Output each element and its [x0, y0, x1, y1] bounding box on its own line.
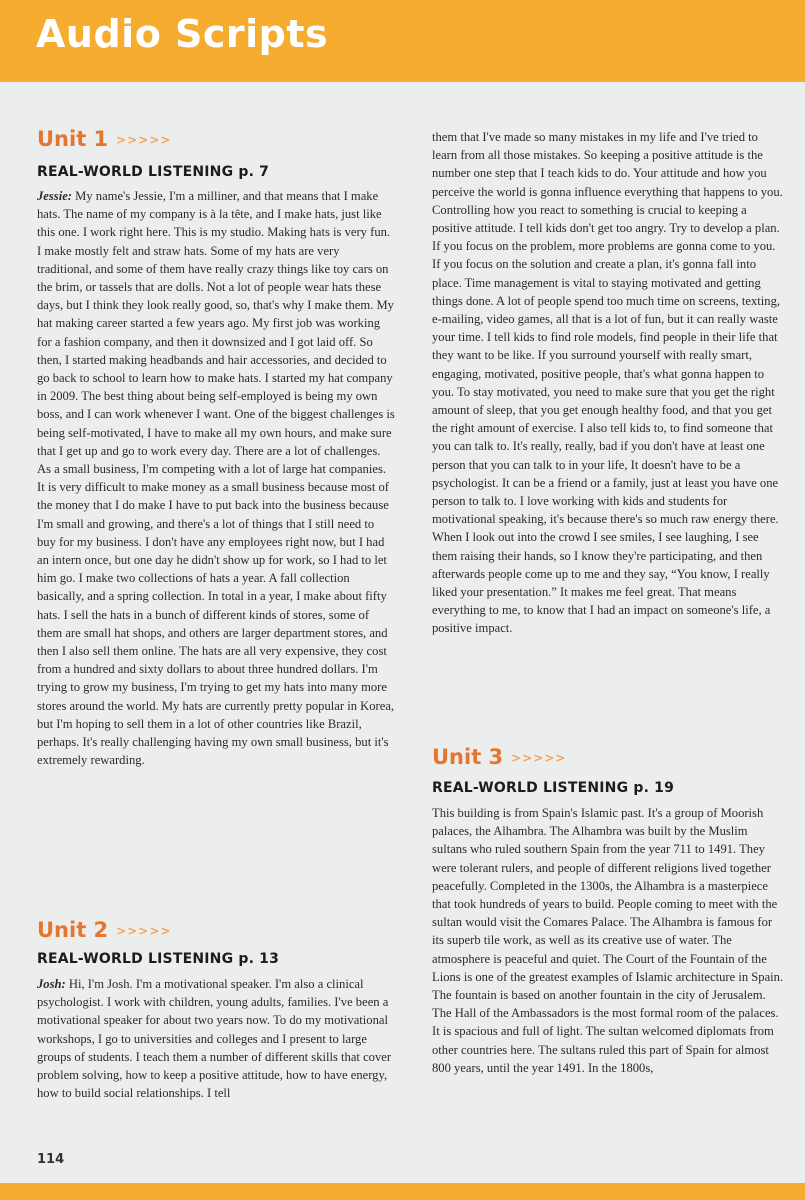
unit-2-script-continued: them that I've made so many mistakes in my life and I've tried to learn from all those mistakes. So keeping a positive attitude is the number one step that I teach kids to do. Your attitude and how you perceive the world is gonna influence everything that happens to you. Controlling how you react to something is crucial to keeping a positive attitude. I tell kids don't get too angry. Try to develop a plan. If you focus on the problem, more problems are gonna come to you. If you focus on the solution and create a plan, it's gonna fall into place. Time management is vital to staying motivated and getting things done. A lot of people spend too much time on screens, texting, e-mailing, video games, all that is a lot of fun, but it can really waste your time. I tell kids to find role models, find people in their life that they want to be like. If you surround yourself with really smart, engaging, motivated, positive people, that's what gonna happen to you. To stay motivated, you need to make sure that you get the right amount of sleep, that you get enough healthy food, and that you get the right amount of exercise. I also tell kids to, to find someone that you can talk to. It's really, really, bad if you don't have at least one person that you can talk to in your life, It doesn't have to be a psychologist. It can be a friend or a family, just at least you have one person to talk to. I love working with kids and students for motivational speaking, it's because there's so much raw energy there. When I look out into the crowd I see smiles, I see laughing, I see them raising their hands, so I know they're participating, and then afterwards people come up to me and they say, “You know, I really liked your presentation.” It makes me feel great. That means everything to me, to know that I had an impact on someone's life, a positive impact.	[432, 130, 783, 636]
unit-3-title: Unit 3	[432, 745, 504, 769]
unit-2-title: Unit 2	[37, 918, 109, 942]
unit-1-listening-title: REAL-WORLD LISTENING p. 7	[37, 164, 270, 180]
unit-2-script-text: Hi, I'm Josh. I'm a motivational speaker. I'm also a clinical psychologist. I work with children, young adults, families. I've been a motivational speaker for about two years now. To do my motivational workshops, I go to universities and colleges and I present to large groups of students. I teach them a number of different skills that cover problem solving, how to keep a positive attitude, how to have energy, how to build social relationships. I tell	[37, 977, 392, 1101]
unit-2-arrows: >>>>>	[116, 924, 172, 938]
unit-1-heading	[37, 127, 171, 151]
footer-band	[0, 1183, 805, 1200]
page-title: Audio Scripts	[36, 12, 329, 56]
unit-3-arrows: >>>>>	[511, 751, 567, 765]
speaker-josh: Josh:	[37, 977, 66, 991]
unit-1-title: Unit 1	[37, 127, 109, 151]
speaker-jessie: Jessie:	[37, 189, 72, 203]
page-number: 114	[37, 1152, 65, 1167]
unit-2-script	[37, 975, 395, 1102]
header-band	[0, 0, 805, 82]
unit-2-listening-title: REAL-WORLD LISTENING p. 13	[37, 951, 280, 967]
unit-1-script-text: My name's Jessie, I'm a milliner, and that means that I make hats. The name of my company is à la tête, and I make hats, just like this one. I work right here. This is my studio. Making hats is very fun. I make mostly felt and straw hats. Some of my hats are very traditional, and some of them have really crazy things like toy cars on the brim, or tassels that are dolls. Not a lot of people wear hats these days, but I think they look really good, so, that's why I make them. My hat making career started a few years ago. My first job was working for a fashion company, and then it downsized and I got laid off. So then, I started making headbands and hair accessories, and decided to go back to school to learn how to make hats. I started my hat company in 2009. The best thing about being self-employed is being my own boss, and I can work whenever I want. One of the biggest challenges is being self-motivated, I have to make all my own hours, and make sure that I get up and go to work every day. There are a lot of challenges. As a small business, I'm competing with a lot of large hat companies. It is very difficult to make money as a small business because most of the money that I do make I have to put back into the business because I'm small and growing, and there's a lot of things that I still need to buy for my business. I don't have any employees right now, but I had an intern once, but one day he didn't show up for work, so I had to let him go. I make two collections of hats a year. A fall collection basically, and a spring collection. In total in a year, I make about fifty hats. I sell the hats in a bunch of different kinds of stores, some of them are small hat shops, and others are larger department stores, and then I also sell them online. The hats are all very expensive, they cost from a hundred and sixty dollars to about three hundred dollars. I'm trying to grow my business, I'm trying to get my hats into many more stores around the world. My hats are currently pretty popular in Korea, but I'm hoping to sell them in a lot of other countries like Brazil, perhaps. It's really challenging having my own small business, but it's extremely rewarding.	[37, 189, 395, 768]
unit-2-heading	[37, 918, 171, 942]
unit-1-arrows: >>>>>	[116, 133, 172, 147]
unit-3-listening-title: REAL-WORLD LISTENING p. 19	[432, 780, 675, 796]
unit-3-heading	[432, 745, 566, 769]
unit-3-script: This building is from Spain's Islamic past. It's a group of Moorish palaces, the Alhambra. The Alhambra was built by the Muslim sultans who ruled southern Spain from the year 711 to 1491. They were tolerant rulers, and people of different religions lived together peacefully. Completed in the 1300s, the Alhambra is a masterpiece that took hundreds of years to build. People coming to meet with the sultan would visit the Comares Palace. The Alhambra is famous for its superb tile work, as well as its creative use of water. The atmosphere is peaceful and quiet. The Court of the Fountain of the Lions is one of the greatest examples of Islamic architecture in Spain. The fountain is based on another fountain in the city of Jerusalem. The Hall of the Ambassadors is the most formal room of the palaces. It is spacious and full of light. The sultan welcomed diplomats from other countries here. The sultans ruled this part of Spain for almost 800 years, until the year 1491. In the 1800s,	[432, 806, 784, 1075]
unit-1-script	[37, 187, 395, 770]
